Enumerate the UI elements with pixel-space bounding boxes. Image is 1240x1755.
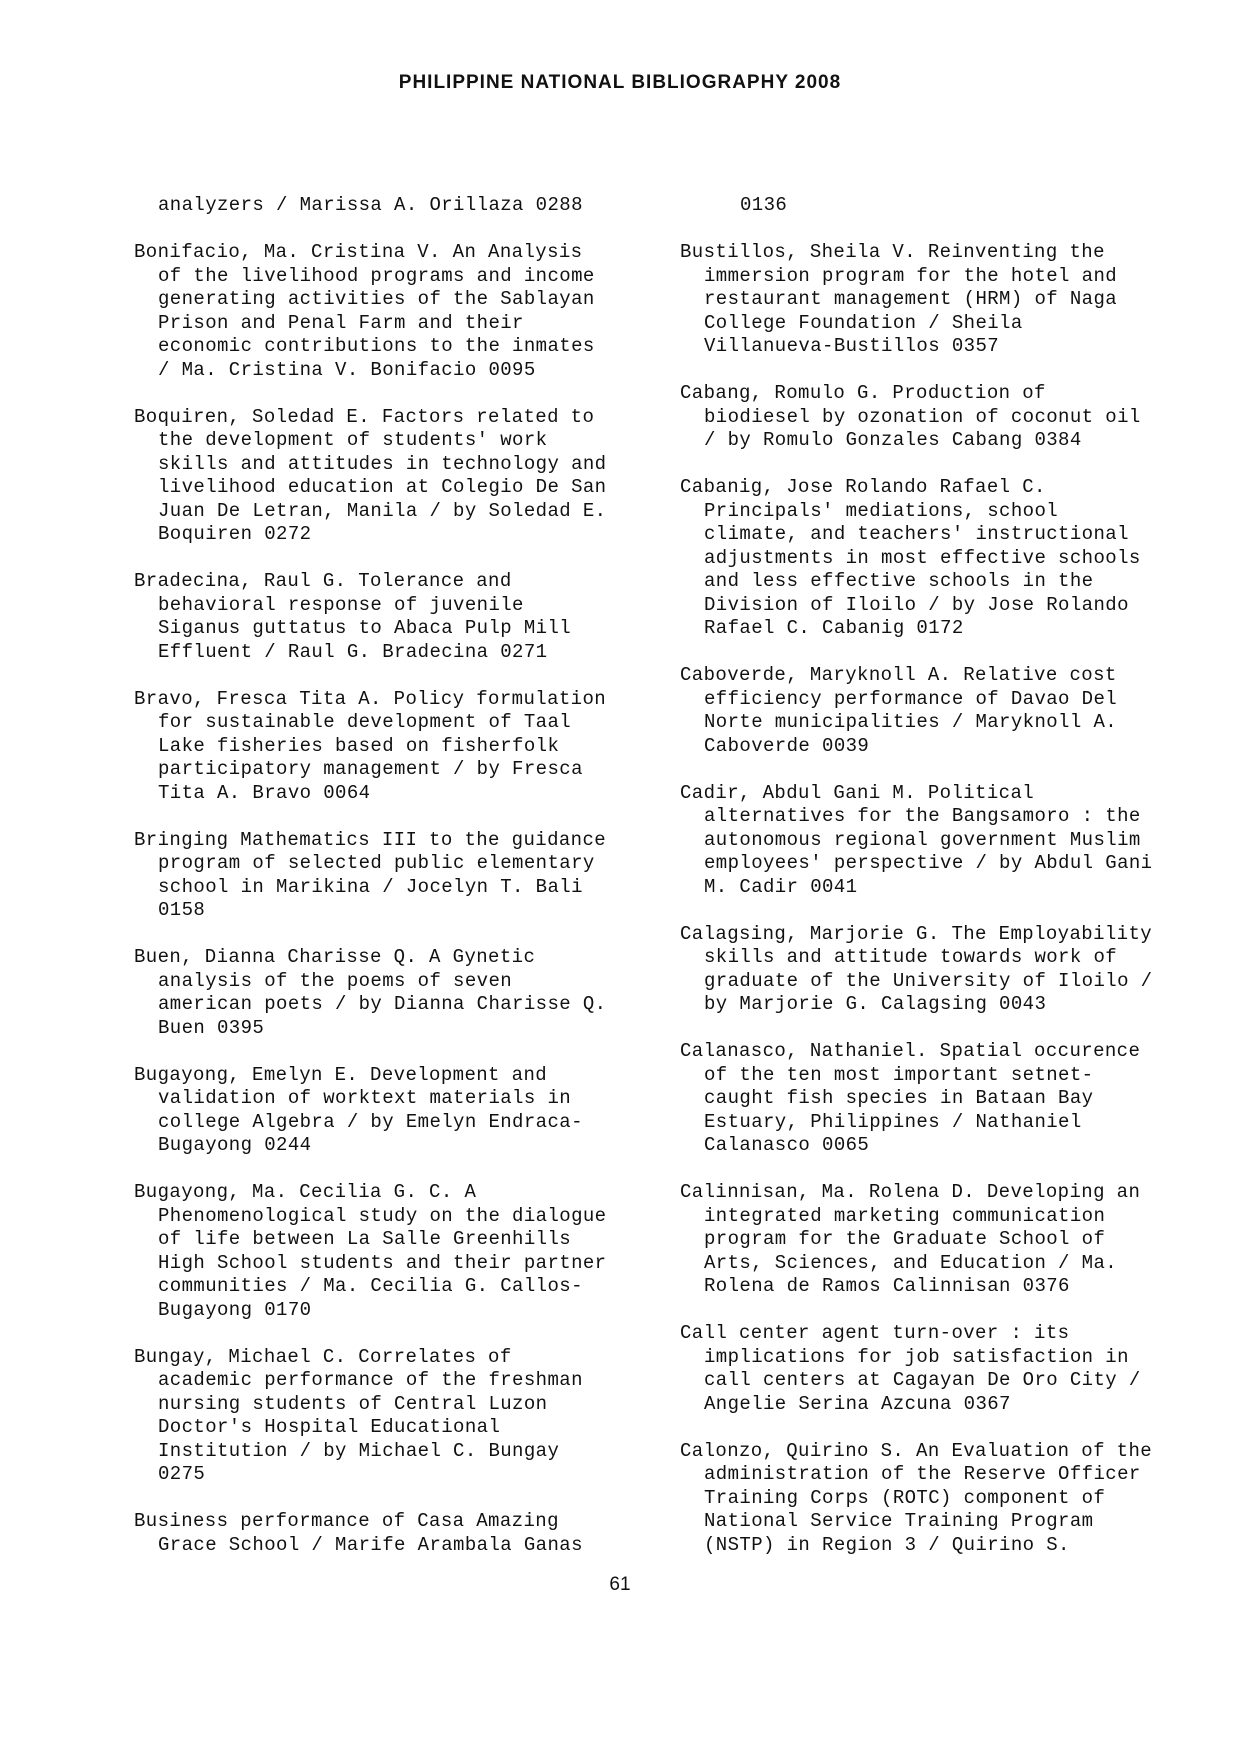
- bibliography-entry: Cabanig, Jose Rolando Rafael C. Principals' mediations, school climate, and teachers' instructional adjustments in most effective schools and less effective schools in the Division of Iloilo / by Jose Rolando Rafael C. Cabanig 0172: [680, 476, 1141, 639]
- bibliography-entry: Calagsing, Marjorie G. The Employability skills and attitude towards work of graduate of the University of Iloilo / by Marjorie G. Calagsing 0043: [680, 922, 1153, 1015]
- right-column: [680, 194, 1180, 1581]
- bibliography-entry: Caboverde, Maryknoll A. Relative cost efficiency performance of Davao Del Norte municipalities / Maryknoll A. Caboverde 0039: [680, 664, 1118, 757]
- running-header: PHILIPPINE NATIONAL BIBLIOGRAPHY 2008: [398, 72, 842, 93]
- bibliography-entry: Calinnisan, Ma. Rolena D. Developing an integrated marketing communication program for the Graduate School of Arts, Sciences, and Education / Ma. Rolena de Ramos Calinnisan 0376: [680, 1181, 1141, 1297]
- bibliography-entry: Bungay, Michael C. Correlates of academic performance of the freshman nursing students of Central Luzon Doctor's Hospital Educational Institution / by Michael C. Bungay 0275: [134, 1345, 583, 1485]
- bibliography-entry: Bravo, Fresca Tita A. Policy formulation for sustainable development of Taal Lake fisheries based on fisherfolk participatory management / by Fresca Tita A. Bravo 0064: [134, 687, 607, 804]
- bibliography-entry: Bradecina, Raul G. Tolerance and behavioral response of juvenile Siganus guttatus to Abaca Pulp Mill Effluent / Raul G. Bradecina 0271: [134, 570, 572, 663]
- bibliography-entry: Bugayong, Ma. Cecilia G. C. A Phenomenological study on the dialogue of life between La Salle Greenhills High School students and their partner communities / Ma. Cecilia G. Callos- Bugayong 0170: [134, 1181, 607, 1321]
- bibliography-entry: Cabang, Romulo G. Production of biodiesel by ozonation of coconut oil / by Romulo Gonzales Cabang 0384: [680, 382, 1141, 451]
- bibliography-entry: Calonzo, Quirino S. An Evaluation of the administration of the Reserve Officer Training Corps (ROTC) component of National Service Training Program (NSTP) in Region 3 / Quirino S.: [680, 1439, 1153, 1556]
- bibliography-entry: Cadir, Abdul Gani M. Political alternatives for the Bangsamoro : the autonomous regional government Muslim employees' perspective / by Abdul Gani M. Cadir 0041: [680, 781, 1153, 898]
- bibliography-entry: 0136: [740, 194, 788, 216]
- page-number: 61: [609, 1574, 631, 1595]
- bibliography-entry: Bustillos, Sheila V. Reinventing the immersion program for the hotel and restaurant management (HRM) of Naga College Foundation / Sheila Villanueva-Bustillos 0357: [680, 241, 1118, 357]
- bibliography-entry: Bonifacio, Ma. Cristina V. An Analysis of the livelihood programs and income generating activities of the Sablayan Prison and Penal Farm and their economic contributions to the inmates / Ma. Cristina V. Bonifacio 0095: [134, 241, 595, 381]
- bibliography-entry: Boquiren, Soledad E. Factors related to the development of students' work skills and attitudes in technology and livelihood education at Colegio De San Juan De Letran, Manila / by Soledad E. Boquiren 0272: [134, 405, 607, 545]
- bibliography-entry: Call center agent turn-over : its implications for job satisfaction in call centers at Cagayan De Oro City / Angelie Serina Azcuna 0367: [680, 1322, 1141, 1415]
- bibliography-entry: Buen, Dianna Charisse Q. A Gynetic analysis of the poems of seven american poets / by Dianna Charisse Q. Buen 0395: [134, 946, 607, 1039]
- bibliography-entry: Bugayong, Emelyn E. Development and validation of worktext materials in college Algebra / by Emelyn Endraca- Bugayong 0244: [134, 1063, 583, 1156]
- bibliography-entry: Business performance of Casa Amazing Grace School / Marife Arambala Ganas: [134, 1510, 583, 1556]
- bibliography-entry: Calanasco, Nathaniel. Spatial occurence of the ten most important setnet- caught fish species in Bataan Bay Estuary, Philippines / Nathaniel Calanasco 0065: [680, 1040, 1141, 1156]
- left-column: [134, 194, 654, 1581]
- bibliography-entry: analyzers / Marissa A. Orillaza 0288: [158, 194, 583, 216]
- bibliography-entry: Bringing Mathematics III to the guidance program of selected public elementary school in Marikina / Jocelyn T. Bali 0158: [134, 828, 607, 921]
